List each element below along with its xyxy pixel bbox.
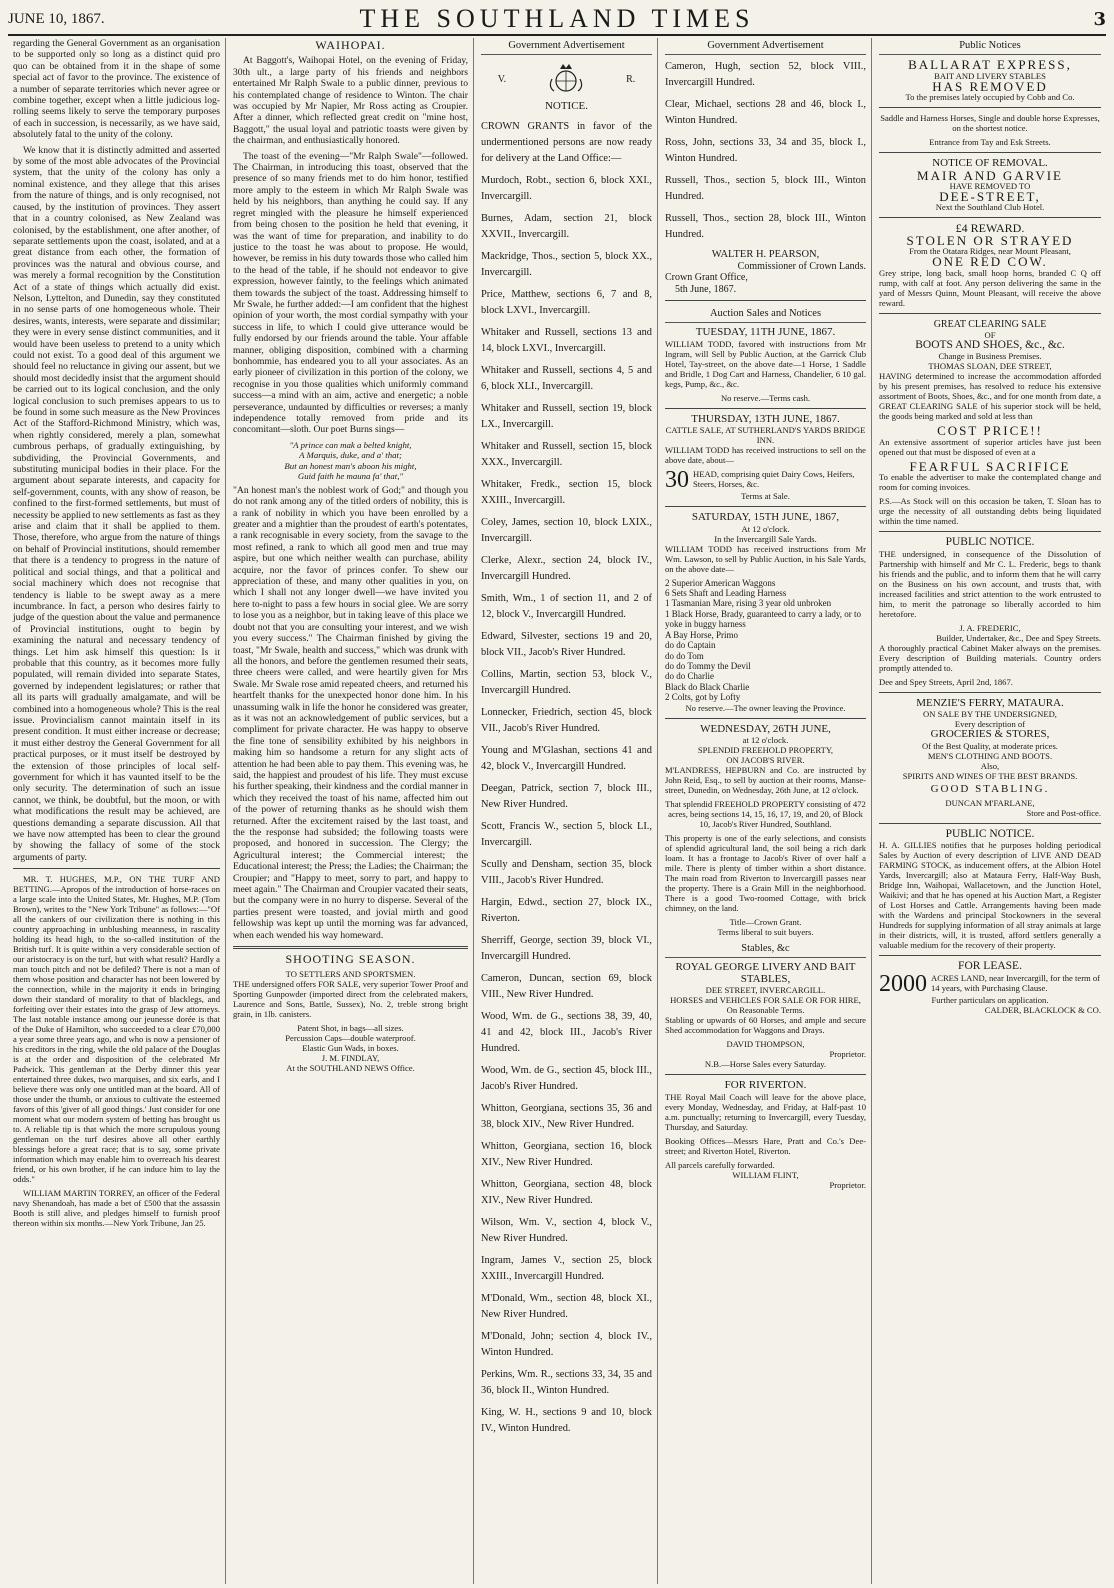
office-name: Crown Grant Office,: [665, 272, 748, 284]
auction-items: [665, 578, 866, 703]
divider: [233, 946, 468, 949]
shooting-subheading: TO SETTLERS AND SPORTSMEN.: [285, 969, 416, 980]
divider: [879, 152, 1101, 153]
crown-grant-entry: Price, Matthew, sections 6, 7 and 8, block LXVI., Invercargill.: [481, 288, 652, 316]
property-text: That splendid FREEHOLD PROPERTY consisting of 472 acres, being sections 14, 15, 16, 17, 19, and 20, of Block 10, Jacob's River Hundred, Southland.: [665, 798, 866, 829]
section-heading: WAIHOPAI.: [315, 38, 386, 52]
burns-poem: [233, 440, 468, 482]
crown-grant-entry: Deegan, Patrick, section 7, block III., New River Hundred.: [481, 782, 652, 810]
crown-grant-entry: Russell, Thos., section 5, block III., Winton Hundred.: [665, 175, 866, 203]
auction-text: M'LANDRESS, HEPBURN and Co. are instructed by John Reid, Esq., to sell by auction at their rooms, Manse-street, Dunedin, on Wednesday, 26th June, at 12 o'clock.: [665, 764, 866, 795]
stables-paragraph: Stabling or upwards of 60 Horses, and ample and secure Shed accommodation for Waggons and Drays.: [665, 1015, 866, 1036]
sloan-paragraph: To enable the advertiser to make the contemplated change and room for coming invoices.: [879, 472, 1101, 493]
sloan-paragraph: An extensive assortment of superior articles have just been opened out that must be disposed of even at a: [879, 436, 1101, 457]
shooting-address: At the SOUTHLAND NEWS Office.: [286, 1063, 415, 1074]
head-count-line: [665, 469, 866, 491]
auction-date: SATURDAY, 15TH JUNE, 1867,: [691, 511, 840, 524]
royal-crest-icon: [546, 61, 586, 97]
crown-grant-entry: Edward, Silvester, sections 19 and 20, block VII., Jacob's River Hundred.: [481, 630, 652, 658]
stables-header: Stables, &c: [665, 941, 866, 958]
auction-time: at 12 o'clock.: [742, 734, 789, 745]
stolen-heading: STOLEN OR STRAYED: [906, 232, 1074, 248]
divider: [665, 1074, 866, 1075]
divider: [665, 718, 866, 719]
divider: [13, 868, 220, 869]
ballarat-heading: BALLARAT EXPRESS,: [908, 57, 1072, 73]
crown-grant-entry: Sherriff, George, section 39, block VI., Invercargill Hundred.: [481, 934, 652, 962]
fearful-sacrifice: FEARFUL SACRIFICE: [909, 458, 1071, 474]
crown-grant-entry: Cameron, Duncan, section 69, block VIII., New River Hundred.: [481, 972, 652, 1000]
crown-grant-entry: Perkins, Wm. R., sections 33, 34, 35 and 36, block II., Winton Hundred.: [481, 1368, 652, 1396]
removal-sub: HAVE REMOVED TO: [949, 181, 1031, 192]
auction-subheading: ON JACOB'S RIVER.: [726, 754, 805, 765]
frederic-date: Dee and Spey Streets, April 2nd, 1867.: [879, 676, 1013, 687]
crown-grant-entry: Cameron, Hugh, section 52, block VIII., Invercargill Hundred.: [665, 61, 866, 89]
column-waihopai: [228, 38, 474, 1584]
shooting-heading: SHOOTING SEASON.: [285, 952, 416, 967]
cow-heading: ONE RED COW.: [932, 254, 1048, 270]
column-header: Government Advertisement: [481, 38, 652, 55]
crown-grant-entry: King, W. H., sections 9 and 10, block IV., Winton Hundred.: [481, 1406, 652, 1434]
lease-signature: CALDER, BLACKLOCK & CO.: [984, 1004, 1101, 1015]
ballarat-paragraph: Saddle and Harness Horses, Single and double horse Expresses, on the shortest notice.: [880, 113, 1100, 134]
auction-date: TUESDAY, 11TH JUNE, 1867.: [695, 326, 836, 339]
divider: [879, 107, 1101, 108]
lease-line: [879, 973, 1101, 995]
crown-grant-entry: Wood, Wm. de G., sections 38, 39, 40, 41 and 42, block III., Jacob's River Hundred.: [481, 1010, 652, 1054]
public-notice-heading: PUBLIC NOTICE.: [945, 536, 1035, 549]
poem-line: Guid faith he mauna fa' that,": [297, 471, 404, 482]
crown-grant-entry: Young and M'Glashan, sections 41 and 42, block V., Invercargill Hundred.: [481, 744, 652, 772]
crown-grant-entry: Ingram, James V., section 25, block XXIII., Invercargill Hundred.: [481, 1254, 652, 1282]
mcfarlane-signature: DUNCAN M'FARLANE,: [945, 797, 1035, 808]
ballarat-text: To the premises lately occupied by Cobb and Co.: [905, 92, 1075, 103]
crown-grant-entry: Whitaker and Russell, section 15, block XXX., Invercargill.: [481, 440, 652, 468]
auction-header: Auction Sales and Notices: [665, 306, 866, 323]
stables-signature: DAVID THOMPSON,: [726, 1039, 805, 1050]
riverton-text: THE Royal Mail Coach will leave for the above place, every Monday, Wednesday, and Friday, at Half-past 10 a.m. punctually; returning to Invercargill, every Tuesday, Thursday, and Saturday.: [665, 1091, 866, 1132]
riverton-proprietor: Proprietor.: [829, 1179, 866, 1190]
stables-text: HORSES and VEHICLES FOR SALE OR FOR HIRE,: [670, 995, 861, 1006]
groceries-quality: Of the Best Quality, at moderate prices.: [922, 740, 1058, 751]
column-header: Government Advertisement: [665, 38, 866, 55]
crown-grant-entry: Russell, Thos., section 28, block III., Winton Hundred.: [665, 213, 866, 241]
sloan-name: THOMAS SLOAN, DEE STREET,: [928, 361, 1052, 372]
divider: [879, 531, 1101, 532]
crown-grant-entry: Whitton, Georgiana, section 16, block XIV., New River Hundred.: [481, 1140, 652, 1168]
divider: [665, 408, 866, 409]
divider: [665, 506, 866, 507]
crown-grants-list: [481, 173, 652, 1437]
public-notice-heading: PUBLIC NOTICE.: [945, 827, 1035, 840]
column-crown-grants: [476, 38, 658, 1584]
editorial-paragraph: regarding the General Government as an organisation to be supported only so long as a distinct quid pro quo can be obtained from it in the shape of some special act of favor to the province. The existence of a number of separate territories which never agree or combine together, except when a little judicious log-rolling seems likely to serve the temporary purposes of each in succession, is necessarily, as we have said, absolutely fatal to the unity of the colony.: [13, 38, 220, 141]
crown-grant-entry: Whitton, Georgiana, section 48, block XIV., New River Hundred.: [481, 1178, 652, 1206]
crown-grant-entry: Smith, Wm., 1 of section 11, and 2 of 12, block V., Invercargill Hundred.: [481, 592, 652, 620]
stables-note: N.B.—Horse Sales every Saturday.: [704, 1059, 827, 1070]
column-header: Public Notices: [879, 38, 1101, 55]
property-description: This property is one of the early selections, and consists of splendid agricultural land, the soil being a rich dark loam. It has a frontage to Jacob's River of over half a mile. There is plenty of timber within a short distance. The main road from Riverton to Invercargill passes near the property. There is a Grain Mill in the neighborhood. There is a good Two-roomed Cottage, with brick chimney, on the land.: [665, 832, 866, 913]
auction-item: 1 Tasmanian Mare, rising 3 year old unbroken: [665, 598, 832, 609]
crown-grant-entry: Scott, Francis W., section 5, block LI., Invercargill.: [481, 820, 652, 848]
riverton-booking: Booking Offices—Messrs Hare, Pratt and Co.'s Dee-street; and Riverton Hotel, Riverton.: [665, 1135, 866, 1156]
divider: [879, 692, 1101, 693]
lease-text: ACRES LAND, near Invercargill, for the term of 14 years, with Purchasing Clause.: [931, 972, 1101, 993]
clearing-sale-heading: GREAT CLEARING SALE: [933, 318, 1047, 330]
column-public-notices: [874, 38, 1106, 1584]
shooting-item: Patent Shot, in bags—all sizes.: [297, 1023, 404, 1034]
frederic-paragraph: A thoroughly practical Cabinet Maker always on the premises. Every description of Building materials. Country orders promptly attended to.: [879, 642, 1101, 673]
stables-terms: On Reasonable Terms.: [726, 1005, 805, 1016]
crown-grant-entry: Wilson, Wm. V., section 4, block V., New River Hundred.: [481, 1216, 652, 1244]
divider: [879, 313, 1101, 314]
stables-proprietor: Proprietor.: [829, 1049, 866, 1060]
groceries-heading: GROCERIES & STORES,: [930, 728, 1050, 741]
cost-price: COST PRICE!!: [937, 423, 1043, 439]
masthead: [8, 4, 1106, 36]
auction-text: WILLIAM TODD has received instructions from Mr Wm. Lawson, to sell by Public Auction, in his Sale Yards, on the above date—: [665, 543, 866, 574]
crown-grant-entry: Hargin, Edwd., section 27, block IX., Riverton.: [481, 896, 652, 924]
auction-date: WEDNESDAY, 26TH JUNE,: [700, 722, 831, 735]
article-paragraph: "An honest man's the noblest work of God;" and though you do not rank among any of the titled orders of nobility, this is a rank of nobility in which you have been enrolled by a greater and a mightier than the proudest of earth's potentates, a rank recognisable in every society, from the savage to the most refined, a rank to which all good men and true may aspire, but one which neither wealth can purchase, ability acquire, nor the favor of princes confer. To shew our appreciation of these, and many other qualities in you, on which I shall not any longer dwell—we have invited you here to-night to pass a few hours in social glee. We are sorry to lose you as a neighbor, but in taking leave of this place we doubt not that you are consulting your interest, and we wish you every success." The Chairman finished by giving the toast, "Mr Swale, health and success," which was drunk with all the honors, and before the gentlemen resumed their seats, three cheers were called, and were heartily given for Mrs Swale. Mr Swale rose amid repeated cheers, and returned his heartfelt thanks for the unexpected honor done him. In his unassuming walk in life the honor he considered was greater, as it was not an acknowledgement of public services, but a compliment for private character. He was happy to observe the fine tone of sensibility exhibited by his neighbors in making him so handsome a return for any slight acts of attention he had been able to pay them. This evening was, he said, the happiest and proudest of his life. They must excuse his further speaking, their kindness and the cordial manner in which they received the toast of his name, affected him out of the power of returning thanks as he should wish them returned. After the excitement raised by the last toast, and the the response had subsided; the following toasts were proposed, and honored in succession. The Clergy; the Agricultural interest; the Commercial interest; the Educational interest; the Press; the Ladies; the Chairman; the Croupier; and "Happy to meet, sorry to part, and happy to meet again." The Chairman and Croupier vacated their seats, but the company were in no hurry to disperse. Several of the parties present were toasted, and jovial mirth and good fellowship was kept up until the morning was far advanced, when each wended his way homeward.: [233, 484, 468, 941]
auction-item: 2 Colts, got by Lofty: [665, 692, 741, 703]
property-title: Title—Crown Grant.: [729, 916, 802, 927]
editorial-paragraph: We know that it is distinctly admitted and asserted by some of the most able advocates of the Provincial system, that the unity of the colony has only a nominal existence, and they allege that this arises from the nature of things, and is only recognised, not caused, by the institution of provinces. They assert that in a country colonised, as New Zealand was colonised, by the establishment, one after another, of separate settlements upon the coast, isolated, and at a great distance from each other, the formation of provinces was the natural and obvious course, and was merely a formal recognition by the Constitution Act of a state of things which actually did exist. Nelson, Lyttelton, and Dunedin, say they constituted in no sense parts of one homogeneous whole. Their desires, wants, interests, were separate and dissimilar; they were in every sense distinct communities, and it would have been useless to pretend to a unity which could not exist. To a good deal of this argument we should feel no reluctance in giving our assent, but we should most decidedly insist that the argument should be carried out to its logical conclusion, and the only logical conclusion to such premises appears to us to be found in some such measure as the New Provinces Act of the Stafford-Richmond Ministry, which was, when rightly considered, merely a plan, somewhat cumbrous perhaps, of gradually extinguishing, by subdividing, the Provincial Governments, and substituting municipal bodies in their place. For the argument about separate interests, and capacity for self-government, counts, with any show of reason, be confined to the first-formed settlements, but must of necessity be applied to new settlements as fast as they arise and claim that it shall be applied to them. Those, therefore, who argue from the nature of things on behalf of Provincial institutions, should remember that there is a tendency to progress in the nature of political and social things, and that a political and social machinery which does not recognise that tendency is liable to be swept away as a mere incumbrance. In fact, a person who desires fairly to judge of the question about the value and permanence of Provincial institutions, ought to begin by examining the natural and necessary tendency of things. Let him ask himself this question: Is it probable that this country, as it becomes more fully populated, will remain divided into separate States, governed by independent legislatures; or rather that all its parts will gradually amalgamate, and will be combined into a homogeneous whole? This is the real issue. Provincialism cannot maintain itself in its present condition. It must either increase or decrease; it must either destroy the General Government for all practical purposes, or it must itself be destroyed by the extension of those principles of local self-government for which it has vaunted itself to be the only security. The determination of such an issue cannot, we think, be doubtful, but the moon, or with what modifications the result may be achieved, are questions demanding a separate discussion. All that we have now attempted has been to clear the ground by showing the fallacy of some of the stock arguments of party.: [13, 144, 221, 863]
crown-grant-entry: Burnes, Adam, section 21, block XXVII., Invercargill.: [481, 212, 652, 240]
auction-item: Black do Black Charlie: [665, 681, 750, 692]
auction-subheading: SPLENDID FREEHOLD PROPERTY,: [697, 744, 834, 755]
sloan-postscript: P.S.—As Stock will on this occasion be taken, T. Sloan has to urge the necessity of all outstanding debts being liquidated within the time named.: [879, 496, 1101, 527]
frederic-title: Builder, Undertaker, &c., Dee and Spey Streets.: [936, 632, 1101, 643]
crown-grant-entry: Whitaker and Russell, sections 4, 5 and 6, block XLI., Invercargill.: [481, 364, 652, 392]
clothing-heading: MEN'S CLOTHING AND BOOTS.: [927, 750, 1053, 761]
auction-text: WILLIAM TODD, favored with instructions from Mr Ingram, will Sell by Public Auction, at the Garrick Club Hotel, Tay-street, on the above date—1 Horse, 1 Saddle and Bridle, 1 Dog Cart and Harness, Chandelier, 6 10 gal. kegs, Pump, &c., &c.: [665, 338, 866, 389]
crown-grant-entry: Ross, John, sections 33, 34 and 35, block I., Winton Hundred.: [665, 137, 866, 165]
frederic-signature: J. A. FREDERIC,: [959, 622, 1021, 633]
article-paragraph: At Baggott's, Waihopai Hotel, on the evening of Friday, 30th ult., a large party of his friends and neighbors entertained Mr Ralph Swale to a public dinner, previous to his contemplated change of residence to Winton. The chair was occupied by Mr Napier, Mr Ross acting as Croupier. After a dinner, which reflected great credit on "mine host, Baggott," the usual loyal and patriotic toasts were given by the chairman, and enthusiastically honored.: [233, 55, 468, 147]
removed-heading: HAS REMOVED: [932, 78, 1048, 94]
auction-item: do do Charlie: [665, 671, 714, 682]
mcfarlane-title: Store and Post-office.: [1026, 807, 1101, 818]
head-count: 30: [665, 469, 689, 492]
divider: [879, 823, 1101, 824]
mair-garvie-name: MAIR AND GARVIE: [917, 167, 1063, 183]
head-description: HEAD, comprising quiet Dairy Cows, Heifers, Steers, Horses, &c.: [693, 469, 855, 490]
reward-heading: £4 REWARD.: [955, 221, 1025, 236]
frederic-paragraph: THE undersigned, in consequence of the Dissolution of Partnership with himself and Mr C. L. Frederic, begs to thank his friends and the public, and to inform them that he will carry on the Business on his own account, and trusts that, with increased facilities and strict attention to the work entrusted to him, to merit the patronage so liberally accorded to him heretofore.: [879, 548, 1101, 619]
auction-date: THURSDAY, 13TH JUNE, 1867.: [691, 412, 840, 425]
crown-grants-list: [665, 59, 866, 243]
stabling-heading: GOOD STABLING.: [930, 782, 1050, 795]
auction-item: 6 Sets Shaft and Leading Harness: [665, 588, 787, 599]
divider: [665, 300, 866, 301]
change-premises: Change in Business Premises.: [938, 351, 1042, 362]
shooting-items: [233, 1023, 468, 1053]
also-label: Also,: [980, 760, 1000, 771]
shooting-signature: J. M. FINDLAY,: [321, 1053, 380, 1064]
notice-title: NOTICE.: [544, 100, 589, 113]
crown-grant-entry: Coley, James, section 10, block LXIX., Invercargill.: [481, 516, 652, 544]
divider: [879, 955, 1101, 956]
auction-item: 2 Superior American Waggons: [665, 577, 776, 588]
crown-grant-entry: Clear, Michael, sections 28 and 46, block I., Winton Hundred.: [665, 99, 866, 127]
newspaper-title: THE SOUTHLAND TIMES: [359, 4, 755, 33]
stolen-from: From the Otatara Ridges, near Mount Pleasant,: [909, 246, 1071, 257]
auction-terms: No reserve.—Terms cash.: [720, 392, 811, 403]
office-date: 5th June, 1867.: [675, 283, 737, 295]
crown-grant-entry: M'Donald, John; section 4, block IV., Winton Hundred.: [481, 1330, 652, 1358]
crown-grant-entry: Whitton, Georgiana, sections 35, 36 and 38, block XIV., New River Hundred.: [481, 1102, 652, 1130]
auction-text: WILLIAM TODD has received instructions to sell on the above date, about—: [665, 445, 866, 466]
menzies-on-sale: ON SALE BY THE UNDERSIGNED,: [923, 709, 1057, 720]
issue-date: JUNE 10, 1867.: [8, 10, 105, 27]
removal-heading: NOTICE OF REMOVAL.: [932, 157, 1048, 170]
auction-item: do do Tommy the Devil: [665, 660, 751, 671]
crown-grant-entry: Mackridge, Thos., section 5, block XX., Invercargill.: [481, 250, 652, 278]
shooting-text: THE undersigned offers FOR SALE, very superior Tower Proof and Sporting Gunpowder (imported direct from the celebrated makers, Laurence and Sons, Battle, Sussex), No. 2, treble strong bright grain, in 1lb. canisters.: [233, 979, 468, 1020]
auction-place: In the Invercargill Sale Yards.: [714, 533, 817, 544]
torrey-item: WILLIAM MARTIN TORREY, an officer of the Federal navy Shenandoah, has made a bet of £500 that the assassin Booth is still alive, and pledges himself to furnish proof thereon within six months.—New York Tribune, Jan 25.: [13, 1188, 220, 1229]
turf-article: MR. T. HUGHES, M.P., ON THE TURF AND BETTING.—Apropos of the introduction of horse-races on a large scale into the United States, Mr. Hughes, M.P. (Tom Brown), writes to the "New York Tribune" as follows:—"Of all the cankers of our civilization there is nothing in this country approaching in unblushing meanness, in rascality holding its head high, to the so-called institution of the British turf. It is quite within a very considerable section of our aristocracy is on the turf, but with what result? Hardly a man touch pitch and not be defiled? There is not a man of them whose position and character has not been lowered by the connection, while in the majority it ends in bringing down their standard of morality to that of blacklegs, and forfeiting over their estates into the grasp of Jew attorneys. The last notable instance among our jeunesse dorée is that of the Duke of Hamilton, who succeeded to a clear £70,000 a year some three years ago, and who is now a pensioner of his creditors in the ring, while the old palace of the Douglas is at the order and disposition of the celebrated Mr Padwick. This gentleman at the Derby dinner this year entertained three dukes, two marquises, and six earls, and I believe there was only one untitled man at the board. All of those under the thumb, or anxious to cultivate the esteemed favors of this 'giver of all good things.' Just consider for one moment what our modern system of betting has brought us to. A reliable tip is that which the more scrupulous young gentleman on the turf desires above all other earthly blessings before a great race; that is to say, some private information which may enable him to overreach his dearest friend, or his own brother, if he can induce him to lay the odds.": [13, 874, 220, 1185]
property-terms: Terms liberal to suit buyers.: [717, 926, 814, 937]
auction-item: do do Captain: [665, 640, 716, 651]
removal-foot: Next the Southland Club Hotel.: [935, 202, 1045, 213]
sloan-paragraph: HAVING determined to increase the accommodation afforded by his present premises, has resolved to reduce his extensive assortment of Boots, Shoes, &c., and for one month from date, a GREAT CLEARING SALE of his superior stock will be held, the goods being marked and sold at less than: [879, 371, 1101, 422]
column-editorial: [8, 38, 226, 1584]
royal-crest: [481, 59, 652, 99]
lease-acres: 2000: [879, 972, 927, 995]
crest-letter: V.: [497, 73, 507, 85]
auction-terms: Terms at Sale.: [741, 491, 790, 502]
auction-time: At 12 o'clock.: [741, 523, 790, 534]
crown-grant-entry: Whitaker and Russell, sections 13 and 14, block LXVI., Invercargill.: [481, 326, 652, 354]
removal-street: DEE-STREET,: [939, 189, 1041, 205]
page-columns: [8, 38, 1106, 1584]
divider: [879, 217, 1101, 218]
crown-grant-entry: Murdoch, Robt., section 6, block XXI., Invercargill.: [481, 174, 652, 202]
gillies-paragraph: H. A. GILLIES notifies that he purposes holding periodical Sales by Auction of every description of LIVE AND DEAD FARMING STOCK, as inducement offers, at the Albion Hotel Yards, Invercargill; also at Mataura Ferry, Half-Way Bush, Bridge Inn, Waihopai, Wallacetown, and the Junction Hotel, Waikivi; and that he has opened at his Auction Mart, a Register of Lost Horses and Cattle. Arrangements having been made with the Wardens and principal Stockowners in the several Hundreds for supplying information of all stray animals at large in their districts, will, it is trusted, afford settlers generally a valuable medium for the recovery of their property.: [879, 840, 1101, 951]
crown-grant-entry: Whitaker and Russell, section 19, block LX., Invercargill.: [481, 402, 652, 430]
crest-letter: R.: [626, 73, 636, 85]
page-number: 3: [1093, 8, 1106, 30]
menzies-heading: MENZIE'S FERRY, MATAURA.: [916, 696, 1064, 709]
grants-intro: CROWN GRANTS in favor of the undermentioned persons are now ready for delivery at the Land Office:—: [481, 120, 652, 164]
auction-terms: No reserve.—The owner leaving the Province.: [685, 702, 846, 713]
poem-line: A Marquis, duke, and a' that;: [299, 450, 402, 461]
article-paragraph: The toast of the evening—"Mr Ralph Swale"—followed. The Chairman, in introducing this toast, observed that the presence of so many friends met to do him honor, testified more amply to the esteem in which Mr Ralph Swale was held by his neighbors, than anything he could say. If any regret mingled with the pleasure he himself experienced from being chosen to the position he held that evening, it was the want of time for preparation, and inability to do justice to the toast he was about to propose. He would, however, be remiss in his duty towards those who called him to the head of the table, if he should not endeavor to give expression, however faintly, to the feelings which animated them towards the subject of the toast. Addressing himself to Mr Swale, he further added:—I am confident that the highest opinion of your worth, the most cordial sympathy with your success in life, to which I could give utterance would be fully endorsed by our friends around the table. Your affable manner, obliging disposition, combined with a charming bonhommie, has endeared you to all your associates. As an early pioneer of civilization in this portion of the colony, we recognise in you those qualities which uniformly command success—a mind with an aim, active and energetic; a noble perseverance, undaunted by difficulties or reverses; a manly independence totally removed from pride and its concomitant—sloth. Our poet Burns sings—: [233, 150, 468, 436]
poem-line: But an honest man's aboon his might,: [284, 460, 417, 471]
crown-grant-entry: Whitaker, Fredk., section 15, block XXIII., Invercargill.: [481, 478, 652, 506]
riverton-parcels: All parcels carefully forwarded.: [665, 1159, 775, 1170]
spirits-heading: SPIRITS AND WINES OF THE BEST BRANDS.: [902, 770, 1078, 781]
shooting-item: Elastic Gun Wads, in boxes.: [302, 1043, 399, 1054]
menzies-every: Every description of: [954, 719, 1026, 730]
column-auctions: [660, 38, 872, 1584]
crown-grant-entry: M'Donald, Wm., section 48, block XI., New River Hundred.: [481, 1292, 652, 1320]
lease-heading: FOR LEASE.: [958, 960, 1022, 973]
ballarat-entrance: Entrance from Tay and Esk Streets.: [929, 137, 1051, 148]
ballarat-subheading: BAIT AND LIVERY STABLES: [934, 70, 1046, 81]
clearing-sale-of: OF: [984, 330, 996, 341]
auction-subheading: CATTLE SALE, AT SUTHERLAND'S YARDS BRIDGE INN.: [665, 425, 866, 446]
auction-item: A Bay Horse, Primo: [665, 629, 738, 640]
crown-grant-entry: Clerke, Alexr., section 24, block IV., Invercargill Hundred.: [481, 554, 652, 582]
shooting-item: Percussion Caps—double waterproof.: [285, 1033, 416, 1044]
riverton-heading: FOR RIVERTON.: [724, 1079, 807, 1092]
lease-foot: Further particulars on application.: [931, 994, 1049, 1005]
stables-heading: ROYAL GEORGE LIVERY AND BAIT STABLES,: [675, 961, 856, 985]
auction-item: 1 Black Horse, Brady, guaranteed to carry a lady, or to yoke in buggy harness: [665, 608, 862, 630]
crown-grant-entry: Lonnecker, Friedrich, section 45, block VII., Jacob's River Hundred.: [481, 706, 652, 734]
boots-heading: BOOTS AND SHOES, &c., &c.: [915, 339, 1065, 352]
cow-description: Grey stripe, long back, small hoop horns, branded C Q off rump, with calf at foot. Any person delivering the same in the yard of Messrs Quinn, Mount Pleasant, will receive the above reward.: [879, 267, 1101, 308]
crown-grant-entry: Wood, Wm. de G., section 45, block III., Jacob's River Hundred.: [481, 1064, 652, 1092]
stables-address: DEE STREET, INVERCARGILL.: [705, 985, 826, 996]
crown-grant-entry: Scully and Densham, section 35, block VIII., Jacob's River Hundred.: [481, 858, 652, 886]
poem-line: "A prince can mak a belted knight,: [289, 439, 412, 450]
commissioner-name: WALTER H. PEARSON,: [711, 249, 820, 261]
crown-grant-entry: Collins, Martin, section 53, block V., Invercargill Hundred.: [481, 668, 652, 696]
commissioner-title: Commissioner of Crown Lands.: [737, 260, 866, 272]
riverton-signature: WILLIAM FLINT,: [732, 1169, 799, 1180]
auction-item: do do Tom: [665, 650, 704, 661]
